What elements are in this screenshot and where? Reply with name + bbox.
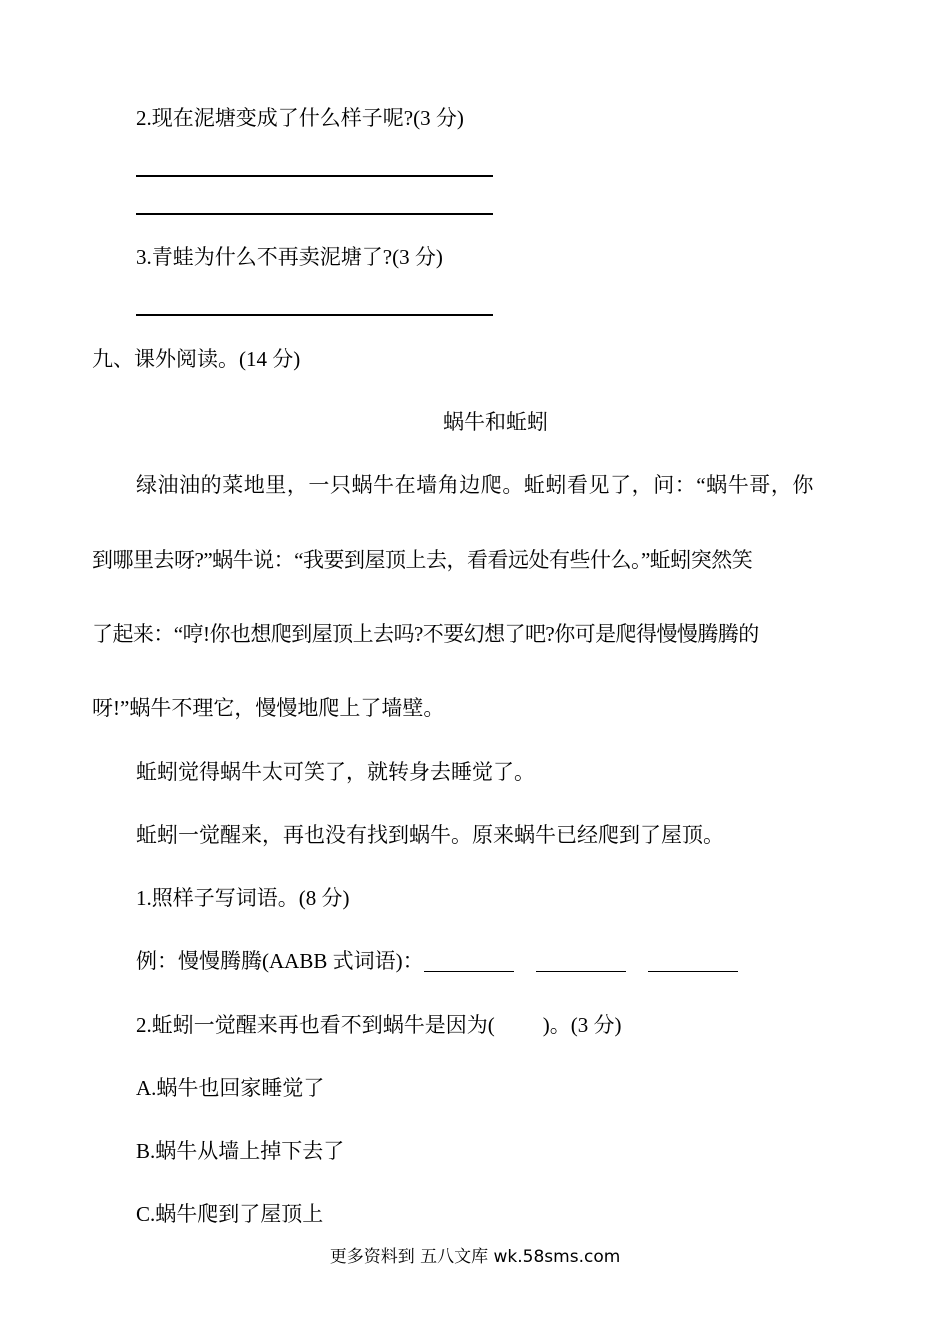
passage-line: 到哪里去呀?”蜗牛说：“我要到屋顶上去，看看远处有些什么。”蚯蚓突然笑	[92, 548, 753, 572]
passage-line: 了起来：“哼!你也想爬到屋顶上去吗?不要幻想了吧?你可是爬得慢慢腾腾的	[92, 622, 759, 646]
blank-field[interactable]	[424, 951, 514, 972]
answer-line[interactable]	[136, 213, 493, 215]
passage-line: 绿油油的菜地里，一只蜗牛在墙角边爬。蚯蚓看见了，问：“蜗牛哥，你	[136, 473, 814, 497]
question-2: 2.现在泥塘变成了什么样子呢?(3 分)	[136, 106, 464, 130]
question-3: 3.青蛙为什么不再卖泥塘了?(3 分)	[136, 245, 443, 269]
subquestion-2-suffix: )。(3 分)	[542, 1013, 622, 1037]
subquestion-2-prefix: 2.蚯蚓一觉醒来再也看不到蜗牛是因为(	[136, 1013, 495, 1037]
subquestion-1-example	[136, 947, 760, 975]
option-b: B.蜗牛从墙上掉下去了	[136, 1139, 345, 1163]
blank-field[interactable]	[536, 951, 626, 972]
passage-line: 呀!”蜗牛不理它，慢慢地爬上了墙壁。	[92, 696, 445, 720]
answer-line[interactable]	[136, 175, 493, 177]
passage-title: 蜗牛和蚯蚓	[443, 410, 548, 434]
option-c: C.蜗牛爬到了屋顶上	[136, 1202, 324, 1226]
section-heading: 九、课外阅读。(14 分)	[92, 347, 301, 371]
footer-text: 更多资料到 五八文库 wk.58sms.com	[329, 1247, 621, 1267]
answer-line[interactable]	[136, 314, 493, 316]
subquestion-1: 1.照样子写词语。(8 分)	[136, 886, 350, 910]
option-a: A.蜗牛也回家睡觉了	[136, 1076, 325, 1100]
example-text: 例：慢慢腾腾(AABB 式词语)：	[136, 949, 424, 973]
subquestion-2	[136, 1011, 621, 1039]
blank-field[interactable]	[648, 951, 738, 972]
passage-line: 蚯蚓觉得蜗牛太可笑了，就转身去睡觉了。	[136, 760, 535, 784]
passage-line: 蚯蚓一觉醒来，再也没有找到蜗牛。原来蜗牛已经爬到了屋顶。	[136, 823, 724, 847]
